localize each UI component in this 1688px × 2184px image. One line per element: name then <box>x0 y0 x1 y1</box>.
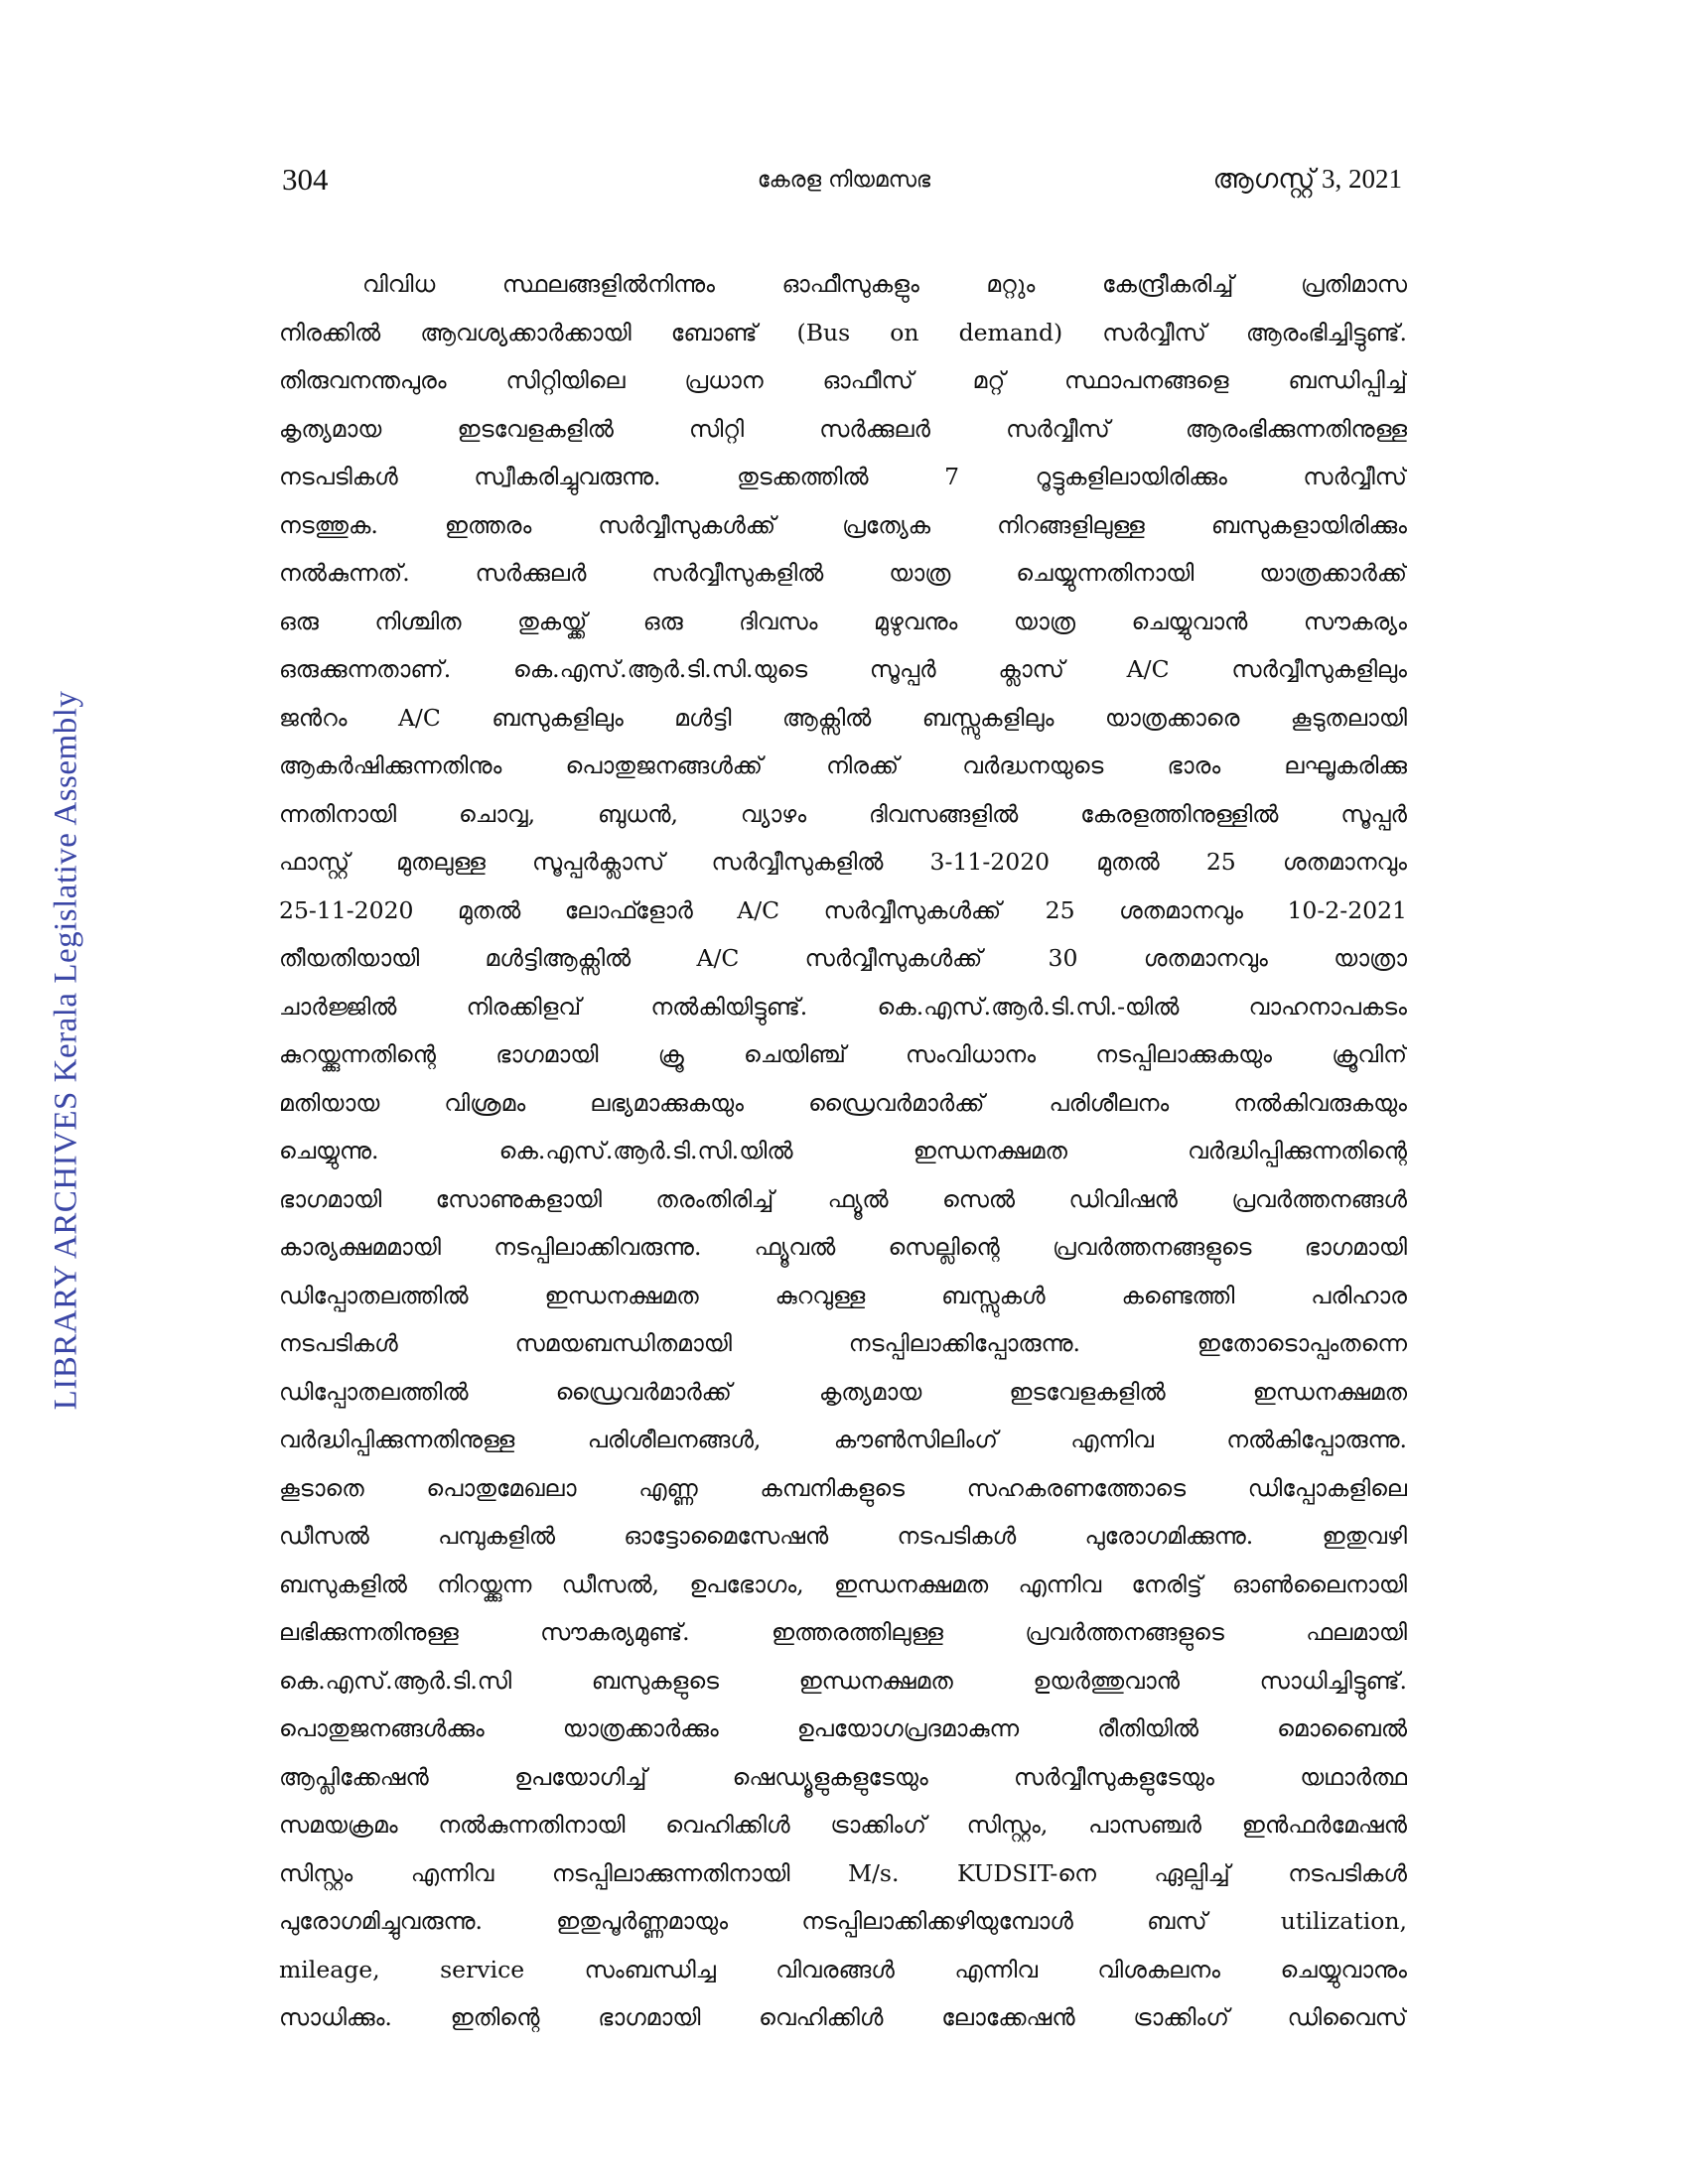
text-line: ചെയ്യുന്നു. കെ.എസ്.ആർ.ടി.സി.യിൽ ഇന്ധനക്ഷമത വർദ്ധിപ്പിക്കുന്നതിന്റെ <box>279 1137 1407 1164</box>
text-line: കെ.എസ്.ആർ.ടി.സി ബസുകളുടെ ഇന്ധനക്ഷമത ഉയർത്തുവാൻ സാധിച്ചിട്ടുണ്ട്. <box>279 1666 1407 1695</box>
text-line: സിസ്റ്റം എന്നിവ നടപ്പിലാക്കുന്നതിനായി M/s. KUDSIT-നെ ഏല്പിച്ച് നടപടികൾ <box>279 1858 1407 1887</box>
text-line: തിരുവനന്തപുരം സിറ്റിയിലെ പ്രധാന ഓഫീസ് മറ്റ് സ്ഥാപനങ്ങളെ ബന്ധിപ്പിച്ച് <box>279 366 1407 394</box>
text-line: ആപ്ലിക്കേഷൻ ഉപയോഗിച്ച് ഷെഡ്യൂളുകളുടേയും സർവ്വീസുകളുടേയും യഥാർത്ഥ <box>279 1762 1407 1791</box>
archive-watermark: LIBRARY ARCHIVES Kerala Legislative Assembly <box>48 690 84 1411</box>
text-line: സമയക്രമം നൽകുന്നതിനായി വെഹിക്കിൾ ട്രാക്കിംഗ് സിസ്റ്റം, പാസഞ്ചർ ഇൻഫർമേഷൻ <box>279 1811 1407 1839</box>
body-paragraph <box>279 260 1407 2042</box>
text-line: സാധിക്കും. ഇതിന്റെ ഭാഗമായി വെഹിക്കിൾ ലോക്കേഷൻ ട്രാക്കിംഗ് ഡിവൈസ് <box>279 2003 1407 2031</box>
text-line: നടപടികൾ സ്വീകരിച്ചുവരുന്നു. തുടക്കത്തിൽ 7 റൂട്ടുകളിലായിരിക്കും സർവ്വീസ് <box>279 463 1407 490</box>
text-line: ഭാഗമായി സോണുകളായി തരംതിരിച്ച് ഫ്യൂൽ സെൽ ഡിവിഷൻ പ്രവർത്തനങ്ങൾ <box>279 1184 1407 1213</box>
text-line: മതിയായ വിശ്രമം ലഭ്യമാക്കുകയും ഡ്രൈവർമാർക്ക് പരിശീലനം നൽകിവരുകയും <box>279 1088 1407 1117</box>
text-line: ഡീസൽ പമ്പുകളിൽ ഓട്ടോമൈസേഷൻ നടപടികൾ പുരോഗമിക്കുന്നു. ഇതുവഴി <box>279 1522 1407 1550</box>
text-line: 25-11-2020 മുതൽ ലോഫ്ളോർ A/C സർവ്വീസുകൾക്ക് 25 ശതമാനവും 10-2-2021 <box>279 895 1407 924</box>
text-line: പൊതുജനങ്ങൾക്കും യാത്രക്കാർക്കും ഉപയോഗപ്രദമാകുന്ന രീതിയിൽ മൊബൈൽ <box>279 1714 1407 1742</box>
page-number: 304 <box>282 162 329 197</box>
text-line: ജൻറം A/C ബസുകളിലും മൾട്ടി ആക്സിൽ ബസ്സുകളിലും യാത്രക്കാരെ കൂടുതലായി <box>279 703 1407 732</box>
text-line: നിരക്കിൽ ആവശ്യക്കാർക്കായി ബോണ്ട് (Bus on demand) സർവ്വീസ് ആരംഭിച്ചിട്ടുണ്ട്. <box>279 318 1407 346</box>
text-line: വിവിധ സ്ഥലങ്ങളിൽനിന്നും ഓഫീസുകളും മറ്റും കേന്ദ്രീകരിച്ച് പ്രതിമാസ <box>362 270 1407 298</box>
text-line: ലഭിക്കുന്നതിനുള്ള സൗകര്യമുണ്ട്. ഇത്തരത്തിലുള്ള പ്രവർത്തനങ്ങളുടെ ഫലമായി <box>279 1618 1407 1646</box>
page-date: ആഗസ്റ്റ് 3, 2021 <box>1212 164 1402 194</box>
text-line: ഡിപ്പോതലത്തിൽ ഡ്രൈവർമാർക്ക് കൃത്യമായ ഇടവേളകളിൽ ഇന്ധനക്ഷമത <box>279 1377 1407 1406</box>
text-line: ബസുകളിൽ നിറയ്ക്കുന്ന ഡീസൽ, ഉപഭോഗം, ഇന്ധനക്ഷമത എന്നിവ നേരിട്ട് ഓൺലൈനായി <box>279 1570 1407 1598</box>
text-line: വർദ്ധിപ്പിക്കുന്നതിനുള്ള പരിശീലനങ്ങൾ, കൗൺസിലിംഗ് എന്നിവ നൽകിപ്പോരുന്നു. <box>279 1426 1407 1453</box>
text-line: ഫാസ്റ്റ് മുതലുള്ള സൂപ്പർക്ലാസ് സർവ്വീസുകളിൽ 3-11-2020 മുതൽ 25 ശതമാനവും <box>279 848 1407 876</box>
text-line: ആകർഷിക്കുന്നതിനും പൊതുജനങ്ങൾക്ക് നിരക്ക് വർദ്ധനയുടെ ഭാരം ലഘൂകരിക്കു <box>279 751 1407 779</box>
text-line: കാര്യക്ഷമമായി നടപ്പിലാക്കിവരുന്നു. ഫ്യൂവൽ സെല്ലിന്റെ പ്രവർത്തനങ്ങളുടെ ഭാഗമായി <box>279 1233 1407 1261</box>
text-line: ഡിപ്പോതലത്തിൽ ഇന്ധനക്ഷമത കുറവുള്ള ബസ്സുകൾ കണ്ടെത്തി പരിഹാര <box>279 1281 1407 1309</box>
text-line: കൃത്യമായ ഇടവേളകളിൽ സിറ്റി സർക്കുലർ സർവ്വീസ് ആരംഭിക്കുന്നതിനുള്ള <box>279 414 1407 443</box>
text-line: നടപടികൾ സമയബന്ധിതമായി നടപ്പിലാക്കിപ്പോരുന്നു. ഇതോടൊപ്പംതന്നെ <box>279 1329 1407 1357</box>
text-line: തീയതിയായി മൾട്ടിആക്സിൽ A/C സർവ്വീസുകൾക്ക് 30 ശതമാനവും യാത്രാ <box>279 944 1407 972</box>
text-line: mileage, service സംബന്ധിച്ച വിവരങ്ങൾ എന്നിവ വിശകലനം ചെയ്യുവാനും <box>279 1955 1407 1983</box>
text-line: നൽകുന്നത്. സർക്കുലർ സർവ്വീസുകളിൽ യാത്ര ചെയ്യുന്നതിനായി യാത്രക്കാർക്ക് <box>279 559 1407 587</box>
text-line: ഒരുക്കുന്നതാണ്. കെ.എസ്.ആർ.ടി.സി.യുടെ സൂപ്പർ ക്ലാസ് A/C സർവ്വീസുകളിലും <box>279 655 1407 683</box>
running-title: കേരള നിയമസഭ <box>757 168 931 193</box>
text-line: പുരോഗമിച്ചുവരുന്നു. ഇതുപൂർണ്ണമായും നടപ്പിലാക്കിക്കഴിയുമ്പോൾ ബസ് utilization, <box>279 1907 1407 1935</box>
text-line: ചാർജ്ജിൽ നിരക്കിളവ് നൽകിയിട്ടുണ്ട്. കെ.എസ്.ആർ.ടി.സി.-യിൽ വാഹനാപകടം <box>279 992 1407 1021</box>
text-line: ഒരു നിശ്ചിത തുകയ്ക്ക് ഒരു ദിവസം മുഴുവനും യാത്ര ചെയ്യുവാൻ സൗകര്യം <box>279 607 1407 635</box>
text-line: കൂടാതെ പൊതുമേഖലാ എണ്ണ കമ്പനികളുടെ സഹകരണത്തോടെ ഡിപ്പോകളിലെ <box>279 1473 1407 1502</box>
text-line: ന്നതിനായി ചൊവ്വ, ബുധൻ, വ്യാഴം ദിവസങ്ങളിൽ കേരളത്തിനുള്ളിൽ സൂപ്പർ <box>279 799 1407 828</box>
text-line: കുറയ്ക്കുന്നതിന്റെ ഭാഗമായി ക്രൂ ചെയിഞ്ച് സംവിധാനം നടപ്പിലാക്കുകയും ക്രൂവിന് <box>279 1040 1407 1068</box>
text-line: നടത്തുക. ഇത്തരം സർവ്വീസുകൾക്ക് പ്രത്യേക നിറങ്ങളിലുള്ള ബസുകളായിരിക്കും <box>279 510 1407 539</box>
